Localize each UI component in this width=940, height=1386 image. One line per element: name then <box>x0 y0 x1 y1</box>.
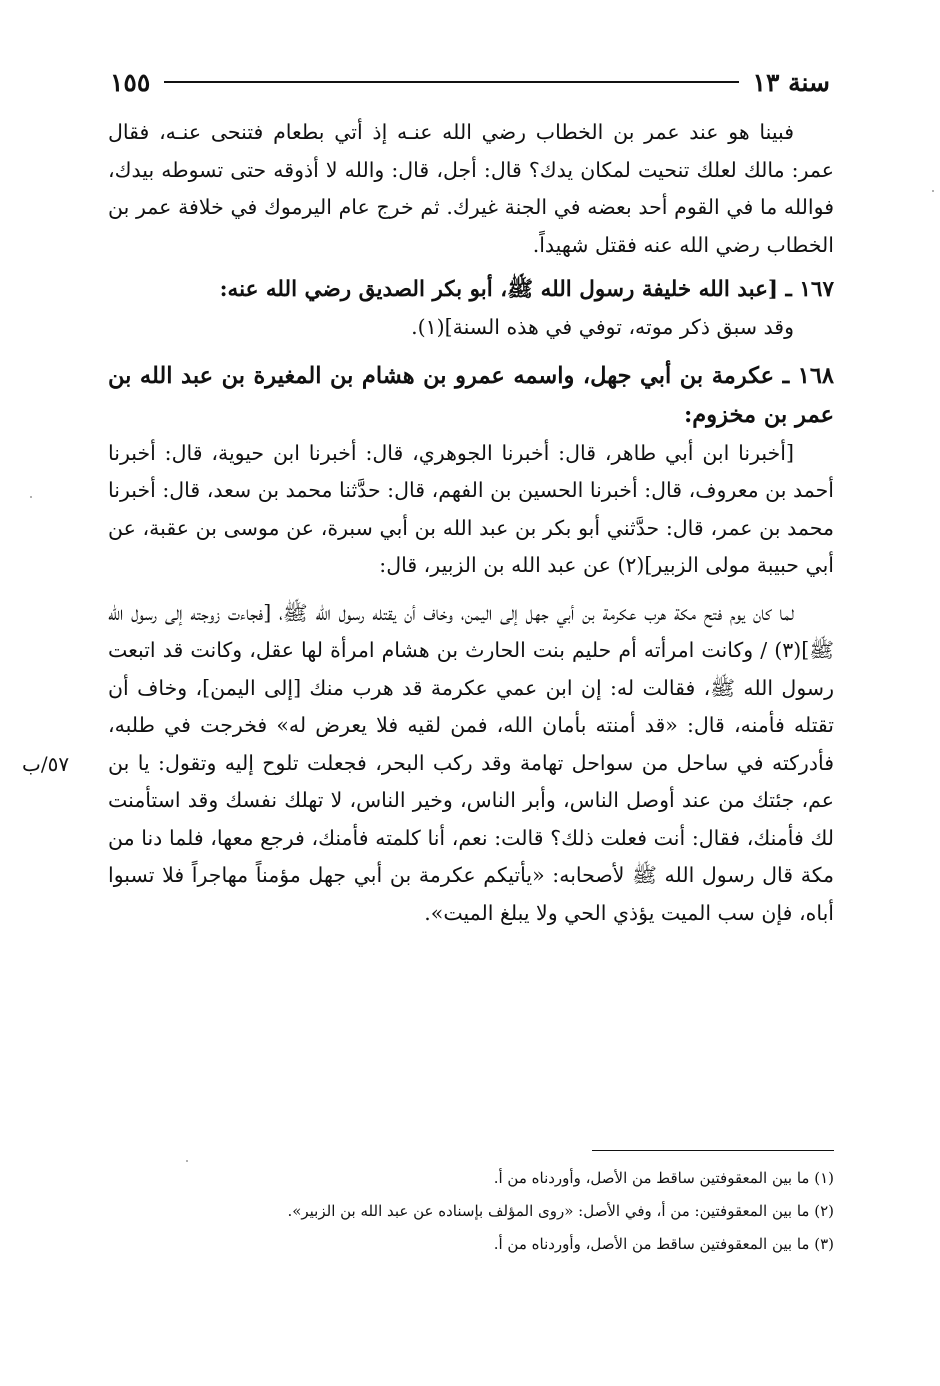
entry-text-167: وقد سبق ذكر موته، توفي في هذه السنة](١). <box>411 315 794 339</box>
manuscript-folio-note: ٥٧/ب <box>22 752 70 776</box>
footnote-separator <box>592 1150 834 1151</box>
scan-speck <box>186 1160 188 1162</box>
main-text <box>108 114 834 932</box>
header-year: سنة ١٣ <box>752 67 830 97</box>
entry-heading-168: ١٦٨ ـ عكرمة بن أبي جهل، واسمه عمرو بن هشام بن المغيرة بن عبد الله بن عمر بن مخزوم: <box>108 362 834 428</box>
entry-heading-167: ١٦٧ ـ [عبد الله خليفة رسول الله ﷺ، أبو بكر الصديق رضي الله عنه: <box>219 277 834 302</box>
spacer <box>108 585 834 595</box>
footnote-1: (١) ما بين المعقوفتين ساقط من الأصل، وأوردناه من أ. <box>493 1169 834 1187</box>
page-number: ١٥٥ <box>110 67 151 97</box>
footnote-3: (٣) ما بين المعقوفتين ساقط من الأصل، وأوردناه من أ. <box>493 1235 834 1253</box>
story-paragraph: لما كان يوم فتح مكة هرب عكرمة بن أبي جهل إلى اليمن، وخاف أن يقتله رسول الله ﷺ، [فجاءت زوجته إلى رسول الله ﷺ](٣) / وكانت امرأته أم حليم بنت الحارث بن هشام امرأة لها عقل، وكانت قد اتبعت رسول الله ﷺ، فقالت له: إن ابن عمي عكرمة قد هرب منك [إلى اليمن]، وخاف أن تقتله فأمنه، قال: «قد أمنته بأمان الله، فمن لقيه فلا يعرض له» فخرجت في طلبه، فأدركته في ساحل من سواحل تهامة وقد ركب البحر، فجعلت تلوح إليه وتقول: يا بن عم، جئتك من عند أوصل الناس، وأبر الناس، وخير الناس، لا تهلك نفسك وقد استأمنت لك فأمنك، فقال: أنت فعلت ذلك؟ قالت: نعم، أنا كلمته فأمنك، فرجع معها، فلما دنا من مكة قال رسول الله ﷺ لأصحابه: «يأتيكم عكرمة بن أبي جهل مؤمناً مهاجراً فلا تسبوا أباه، فإن سب الميت يؤذي الحي ولا يبلغ الميت». <box>108 600 834 925</box>
footnotes <box>287 1162 834 1261</box>
header-rule <box>164 81 738 83</box>
scan-speck <box>30 496 32 498</box>
scan-speck <box>932 190 934 192</box>
isnad-paragraph: [أخبرنا ابن أبي طاهر، قال: أخبرنا الجوهري، قال: أخبرنا ابن حيوية، قال: أخبرنا أحمد بن معروف، قال: أخبرنا الحسين بن الفهم، قال: حدَّثنا محمد بن سعد، قال: أخبرنا محمد بن عمر، قال: حدَّثني أبو بكر بن عبد الله بن أبي سبرة، عن موسى بن عقبة، عن أبي حبيبة مولى الزبير](٢) عن عبد الله بن الزبير، قال: <box>108 440 834 577</box>
running-header <box>110 62 830 102</box>
footnote-2: (٢) ما بين المعقوفتين: من أ، وفي الأصل: «روى المؤلف بإسناده عن عبد الله بن الزبير». <box>287 1202 834 1220</box>
paragraph-1: فبينا هو عند عمر بن الخطاب رضي الله عنـه إذ أتي بطعام فتنحى عنـه، فقال عمر: مالك لعلك تنحيت لمكان يدك؟ قال: أجل، قال: والله لا أذوقه حتى تسوطه بيدك، فوالله ما في القوم أحد بعضه في الجنة غيرك. ثم خرج عام اليرموك في خلافة عمر بن الخطاب رضي الله عنه فقتل شهيداً. <box>108 120 834 257</box>
